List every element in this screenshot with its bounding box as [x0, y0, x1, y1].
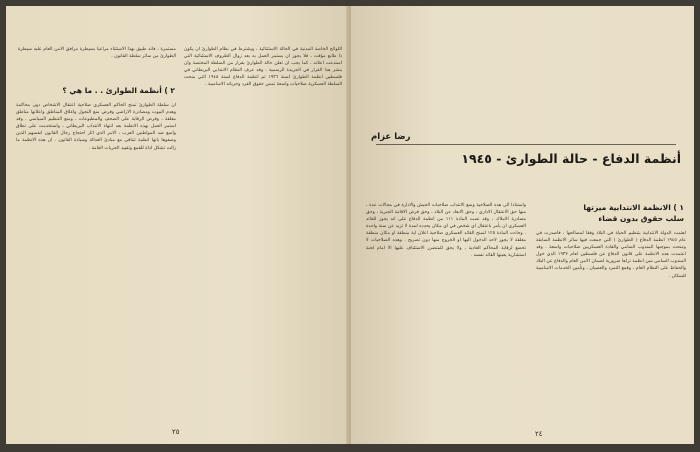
- section-heading-1: [536, 202, 684, 224]
- article-title: أنظمة الدفاع - حالة الطوارئ - ١٩٤٥: [461, 151, 681, 166]
- left-page-column-left: [16, 102, 176, 424]
- right-page: [351, 6, 694, 444]
- section-heading-line1: ١ ) الانظمة الانتدابية ميزتها: [583, 203, 684, 212]
- right-page-paragraph-right: اهتمت الدولة الانتدابية بتنظيم الحياة في البلاد وفقا لمصالحها ، فاصدرت في عام ١٩٤٥ انظمة الدفاع ( الطوارئ ) التي جمعت فيها سائر الانظمة السابقة ومنحت بموجبها المندوب السامي والقادة العسكريين صلاحيات واسعة . وقد اعتمدت هذه الانظمة على قانون الدفاع عن فلسطين لعام ١٩٣٧ الذي خول المندوب السامي سن انظمة تراها ضرورية لضمان الامن العام والدفاع عن البلاد والحفاظ على النظام العام ، وقمع التمرد والعصيان ، وتأمين الخدمات الاساسية للسكان .: [536, 231, 686, 279]
- intro-paragraph: مستمرة ، فانه طبيق بهذا الاستثناء مراعيا بسيطرة مرافق الامن العام عليه سيطرة الطوارئ من سائر سلطة القانون .: [18, 47, 176, 60]
- right-page-number: ٢٤: [535, 430, 543, 438]
- right-page-column-right: [536, 230, 686, 426]
- right-page-column-left: [366, 202, 526, 426]
- author-name: رضا عزام: [371, 132, 411, 142]
- title-rule: [376, 144, 676, 145]
- left-page-intro: [18, 46, 176, 76]
- section-heading-line2: سلب حقوق بدون قضاء: [598, 214, 684, 223]
- left-page-paragraph-left: ان سلطة الطوارئ تمنح الحاكم العسكري صلاحية اعتقال الاشخاص دون محاكمة وهدم البيوت ومصادرة الاراضي وفرض منع التجول واغلاق المناطق واعلانها مناطق مغلقة ، وفرض الرقابة على الصحف والمطبوعات ، ومنع التنظيم السياسي . وقد استمر العمل بهذه الانظمة بعد انتهاء الانتداب البريطاني ، واستخدمت على نطاق واسع ضد المواطنين العرب ، الامر الذي اثار احتجاج رجال القانون انفسهم الذين وصفوها بانها انظمة تتنافى مع مبادئ العدالة وسيادة القانون . ان هذه الانظمة ما زالت تشكل اداة للقمع وتقييد الحريات العامة .: [16, 103, 176, 151]
- left-page: [6, 6, 349, 444]
- right-page-paragraph-left: واستنادا الى هذه الصلاحية وسع الانتداب صلاحيات الجيش والادارة في مجالات عدة ، منها حق الاعتقال الاداري ، وحق الابعاد عن البلاد ، وحق فرض الاقامة الجبرية ، وحق مصادرة الاملاك ، وقد نصت المادة ١١١ من انظمة الدفاع على انه يجوز للقائد العسكري ان يأمر باعتقال اي شخص في اي مكان يحدده لمدة لا تزيد عن سنة واحدة . وجاءت المادة ١٢٥ لتمنح القائد العسكري صلاحية اعلان اية منطقة او مكان منطقة مغلقة لا يجوز لاحد الدخول اليها او الخروج منها دون تصريح . وهذه الصلاحيات لا تخضع لرقابة المحاكم العادية ، ولا يحق للمتضرر الاستئناف عليها الا امام لجنة استشارية يعينها القائد نفسه .: [366, 203, 526, 258]
- left-page-number: ٢٥: [172, 428, 180, 436]
- section-heading-2: ٢ ) أنظمة الطوارئ . . ما هي ؟: [62, 86, 175, 95]
- left-page-paragraph-right: اللوائح الخاصة المدنية في الحالة الاستثنائية ، ويشترط في نظام الطوارئ ان يكون ذا طابع مؤقت ، فلا يجوز ان يستمر العمل به بعد زوال الظروف الاستثنائية التي استدعت اعلانه ، كما يجب ان تعلن حالة الطوارئ بقرار من السلطة المختصة وان ينشر هذا القرار في الجريدة الرسمية . وقد عرف النظام الانتدابي البريطاني في فلسطين انظمة الطوارئ لسنة ١٩٣٦ ثم انظمة الدفاع لسنة ١٩٤٥ التي منحت السلطة العسكرية صلاحيات واسعة تمس حقوق الفرد وحرياته الاساسية .: [184, 47, 342, 88]
- left-page-column-right: [184, 46, 342, 424]
